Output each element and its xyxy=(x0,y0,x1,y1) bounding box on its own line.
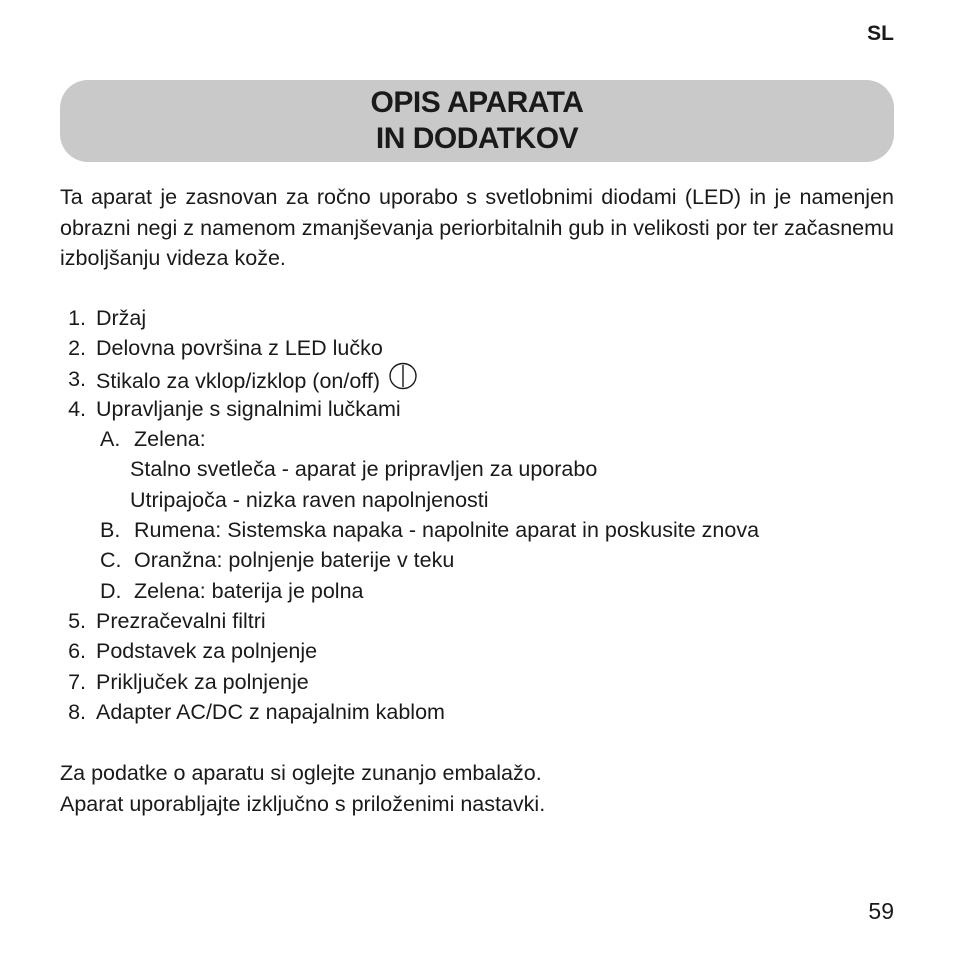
list-item xyxy=(60,606,920,636)
subitem-letter: D. xyxy=(100,578,122,603)
title-line-1: OPIS APARATA xyxy=(370,86,584,119)
parts-list xyxy=(60,303,920,727)
footer-line-1: Za podatke o aparatu si oglejte zunanjo embalažo. xyxy=(60,761,542,785)
list-item xyxy=(60,303,920,333)
item-label: Držaj xyxy=(96,306,147,330)
footer-line-2: Aparat uporabljajte izključno s priloženimi nastavki. xyxy=(60,791,546,816)
list-subitem xyxy=(60,545,920,575)
item-number: 6. xyxy=(68,639,86,664)
list-item xyxy=(60,697,920,727)
list-item xyxy=(60,636,920,666)
item-label: Prezračevalni filtri xyxy=(96,608,266,633)
subitem-letter: B. xyxy=(100,518,121,543)
subitem-label: Zelena: baterija je polna xyxy=(134,578,364,603)
subitem-label: Zelena: xyxy=(134,427,206,452)
footer-notes xyxy=(60,758,894,819)
subitem-detail-text: Stalno svetleča - aparat je pripravljen za uporabo xyxy=(130,457,598,482)
language-code: SL xyxy=(867,22,894,45)
item-label: Podstavek za polnjenje xyxy=(96,639,318,664)
list-subitem-detail xyxy=(60,454,920,484)
power-icon xyxy=(388,362,418,398)
item-label: Adapter AC/DC z napajalnim kablom xyxy=(96,699,445,724)
item-number: 5. xyxy=(68,608,86,633)
item-label: Delovna površina z LED lučko xyxy=(96,336,383,361)
list-item xyxy=(60,364,920,394)
list-item xyxy=(60,333,920,363)
list-subitem xyxy=(60,424,920,454)
list-subitem xyxy=(60,576,920,606)
item-number: 4. xyxy=(68,396,86,421)
item-number: 8. xyxy=(68,699,86,724)
section-title-banner xyxy=(60,80,894,162)
item-number: 1. xyxy=(68,306,86,330)
subitem-label: Rumena: Sistemska napaka - napolnite aparat in poskusite znova xyxy=(134,518,760,543)
subitem-letter: C. xyxy=(100,548,122,573)
subitem-detail-text: Utripajoča - nizka raven napolnjenosti xyxy=(130,487,489,512)
item-label: Upravljanje s signalnimi lučkami xyxy=(96,396,401,421)
item-label: Stikalo za vklop/izklop (on/off) xyxy=(96,368,381,393)
list-item xyxy=(60,394,920,424)
page-number: 59 xyxy=(868,898,894,924)
intro-paragraph: Ta aparat je zasnovan za ročno uporabo s svetlobnimi diodami (LED) in je namenjen obrazni negi z namenom zmanjševanja periorbitalnih gub in velikosti por ter začasnemu izboljšanju videza kože. xyxy=(60,185,894,270)
item-label: Priključek za polnjenje xyxy=(96,669,309,694)
item-number: 3. xyxy=(68,366,86,391)
title-line-2: IN DODATKOV xyxy=(375,122,579,155)
item-number: 2. xyxy=(68,336,86,361)
list-subitem xyxy=(60,515,920,545)
subitem-letter: A. xyxy=(100,427,121,452)
subitem-label: Oranžna: polnjenje baterije v teku xyxy=(134,548,455,573)
item-number: 7. xyxy=(68,669,86,694)
list-subitem-detail xyxy=(60,485,920,515)
list-item xyxy=(60,667,920,697)
